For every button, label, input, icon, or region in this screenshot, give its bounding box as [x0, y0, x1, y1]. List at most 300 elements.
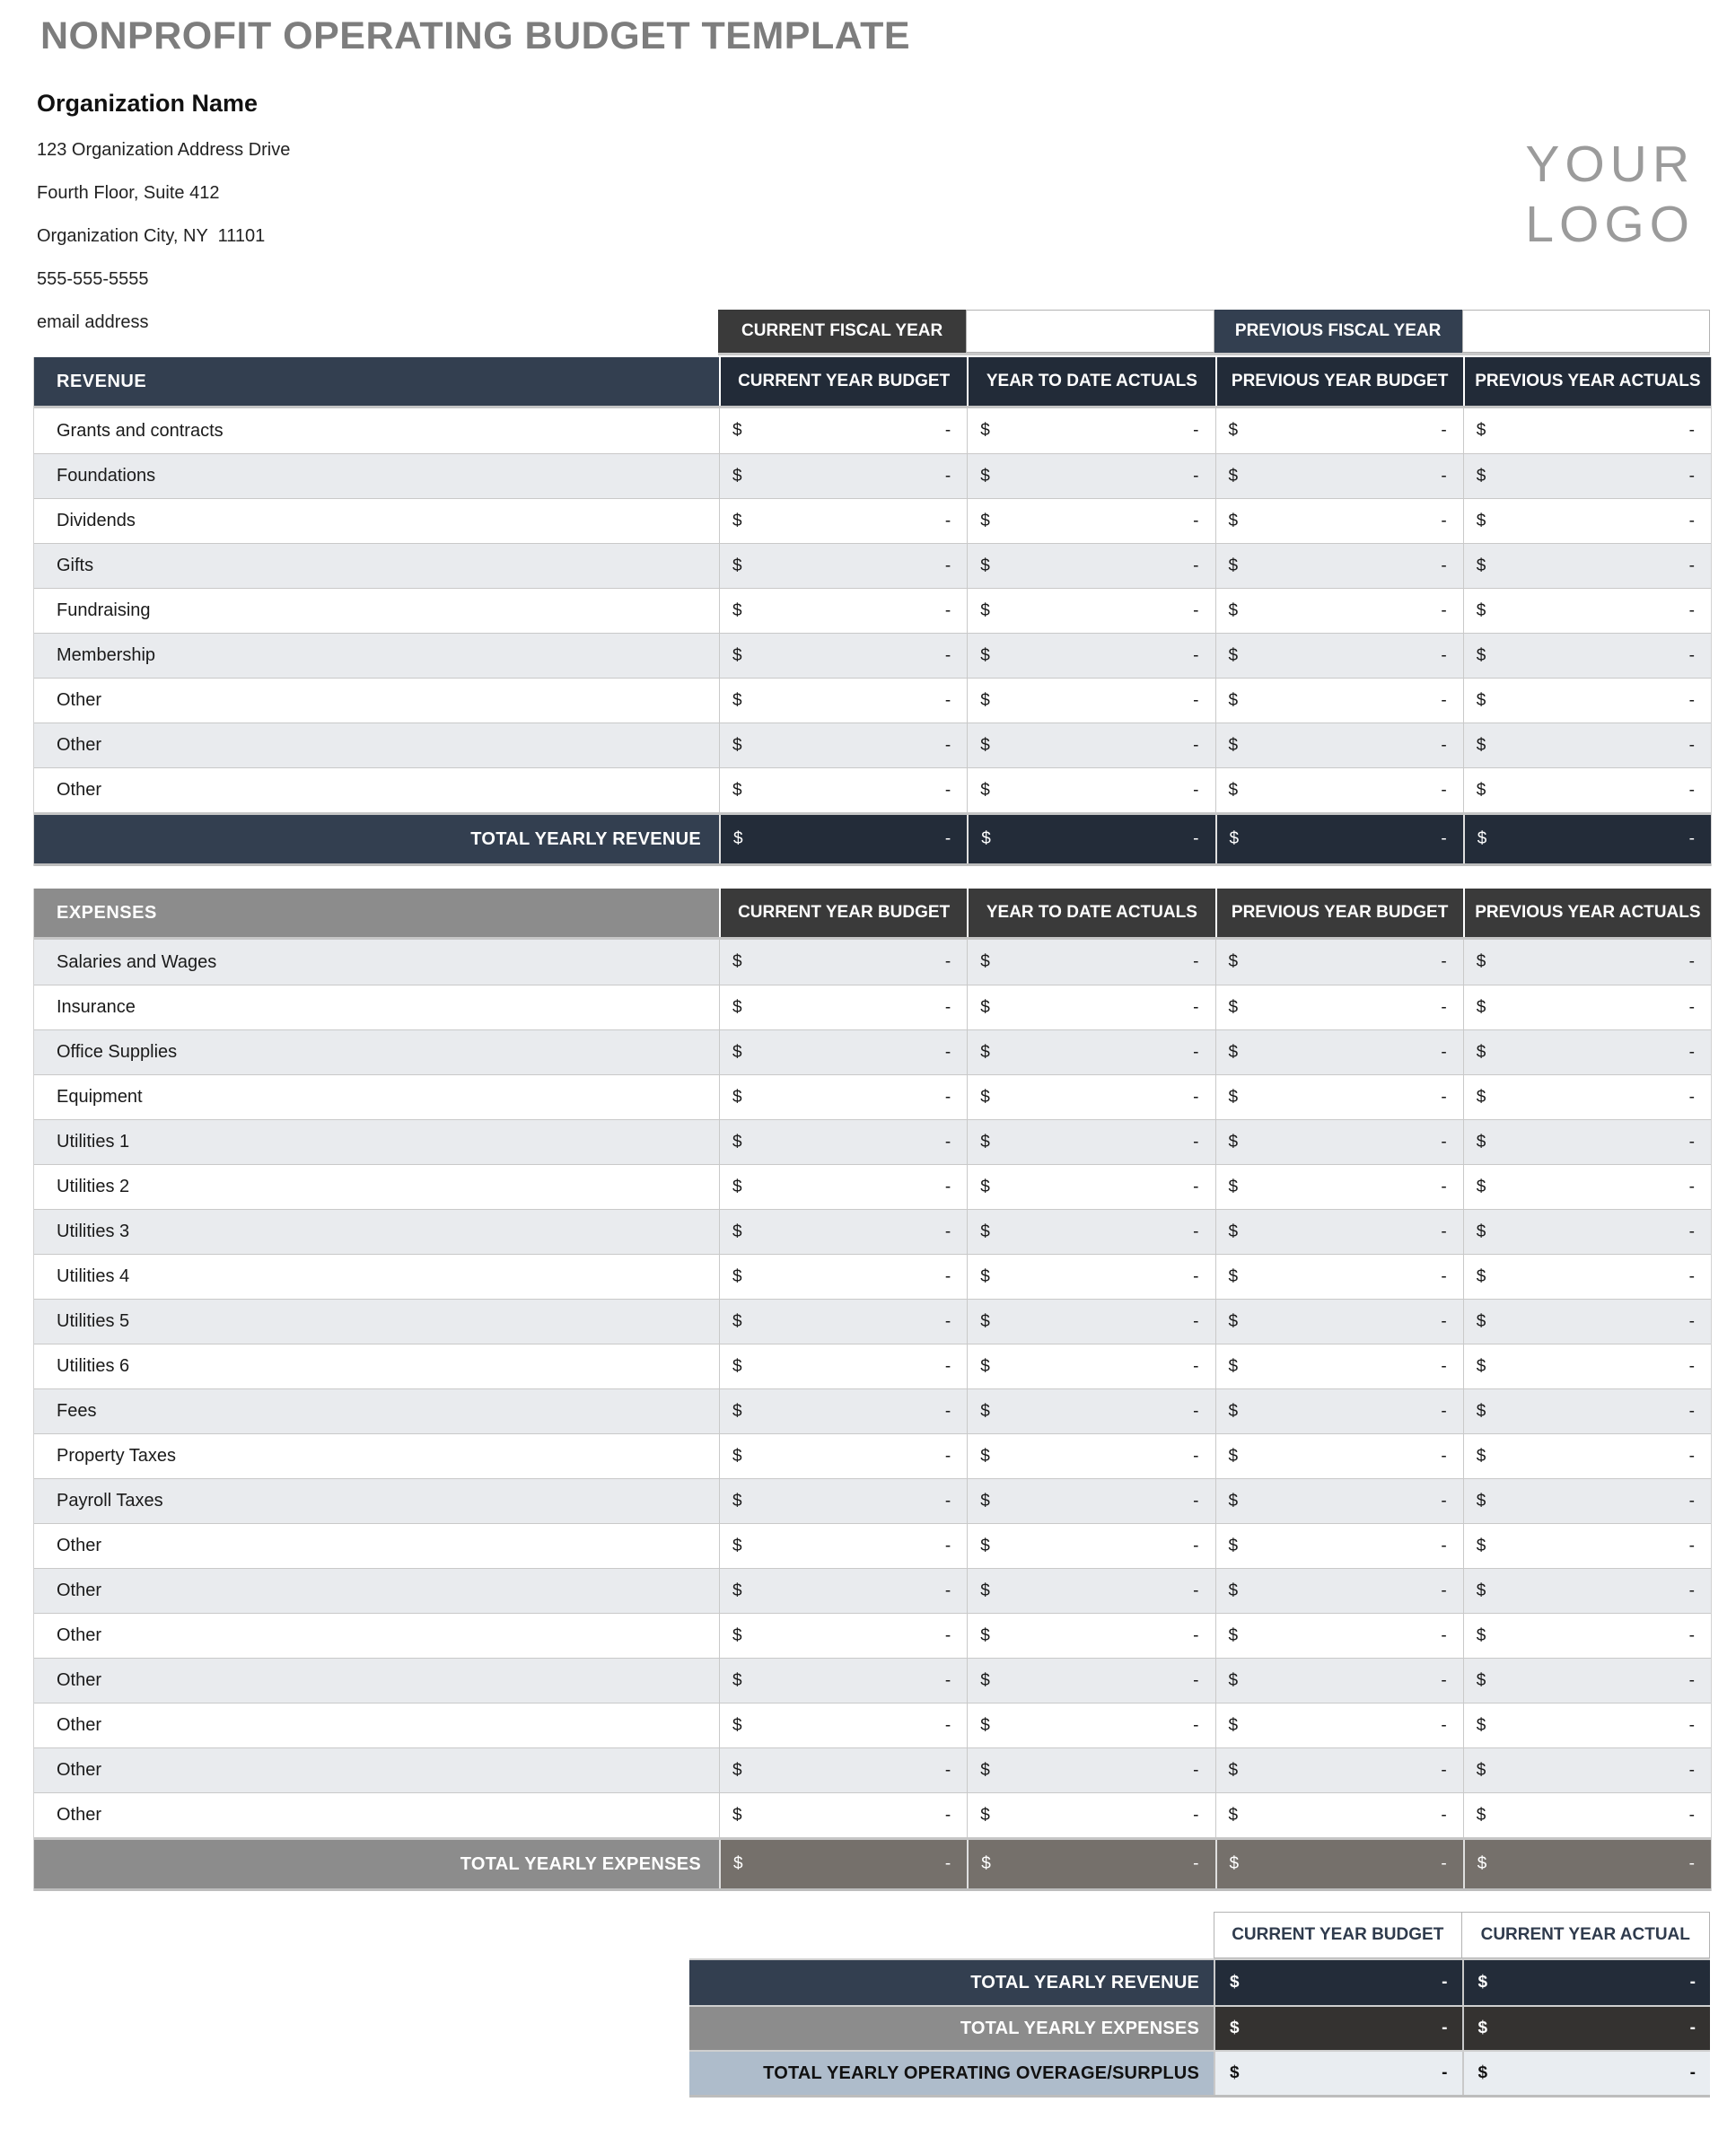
- amount-cell[interactable]: [1463, 1793, 1711, 1837]
- amount-value: -: [944, 1491, 951, 1511]
- amount-cell[interactable]: [1215, 1479, 1463, 1523]
- currency-symbol: $: [980, 1491, 990, 1511]
- amount-cell[interactable]: [967, 1344, 1214, 1388]
- amount-value: -: [1193, 952, 1199, 971]
- amount-cell[interactable]: [967, 1030, 1214, 1074]
- currency-symbol: $: [980, 997, 990, 1017]
- amount-cell[interactable]: [719, 589, 967, 633]
- currency-symbol: $: [1228, 1805, 1239, 1825]
- amount-value: -: [1688, 997, 1695, 1017]
- amount-value: -: [1193, 1625, 1199, 1645]
- amount-cell[interactable]: [1463, 1524, 1711, 1568]
- amount-cell[interactable]: [719, 1210, 967, 1254]
- amount-cell[interactable]: [1463, 408, 1711, 453]
- amount-cell[interactable]: [719, 1614, 967, 1658]
- amount-value: -: [944, 1805, 951, 1825]
- currency-symbol: $: [733, 829, 743, 848]
- amount-cell[interactable]: [719, 1300, 967, 1344]
- amount-value: -: [1441, 1042, 1447, 1062]
- expenses-total-label: TOTAL YEARLY EXPENSES: [34, 1840, 719, 1888]
- amount-cell[interactable]: [719, 1793, 967, 1837]
- row-label: Other: [57, 735, 102, 755]
- amount-value: -: [1688, 556, 1695, 575]
- amount-value: -: [1441, 1625, 1447, 1645]
- amount-cell[interactable]: [967, 1659, 1214, 1703]
- amount-cell[interactable]: [967, 1120, 1214, 1164]
- amount-cell[interactable]: [967, 1165, 1214, 1209]
- currency-symbol: $: [980, 735, 990, 755]
- currency-symbol: $: [1476, 1446, 1486, 1466]
- amount-cell[interactable]: [719, 940, 967, 985]
- row-label: Gifts: [57, 556, 94, 575]
- row-label: Fundraising: [57, 600, 151, 620]
- amount-cell[interactable]: [1215, 544, 1463, 588]
- amount-value: -: [944, 780, 951, 800]
- expense-row: [34, 1029, 1711, 1074]
- expense-row: [34, 1074, 1711, 1119]
- summary-overage-surplus-row: [689, 2050, 1710, 2095]
- amount-cell[interactable]: [719, 985, 967, 1029]
- amount-cell[interactable]: [967, 1255, 1214, 1299]
- amount-cell[interactable]: [967, 1389, 1214, 1433]
- amount-cell[interactable]: [1215, 1210, 1463, 1254]
- currency-symbol: $: [732, 1401, 742, 1421]
- column-header-previous-year-budget: PREVIOUS YEAR BUDGET: [1215, 357, 1463, 406]
- expenses-section-header: EXPENSES: [34, 889, 719, 937]
- amount-cell[interactable]: [719, 1389, 967, 1433]
- row-label: Other: [57, 1581, 102, 1600]
- expense-row: [34, 1658, 1711, 1703]
- currency-symbol: $: [1230, 2063, 1240, 2082]
- amount-cell[interactable]: [719, 454, 967, 498]
- amount-value: -: [1193, 1356, 1199, 1376]
- organization-address-line-3: Organization City, NY 11101: [37, 226, 266, 246]
- expense-row: [34, 940, 1711, 985]
- currency-symbol: $: [980, 1670, 990, 1690]
- amount-cell[interactable]: [719, 1344, 967, 1388]
- currency-symbol: $: [732, 1266, 742, 1286]
- amount-cell[interactable]: [719, 544, 967, 588]
- organization-address-line-1: 123 Organization Address Drive: [37, 140, 291, 160]
- row-label: Insurance: [57, 997, 136, 1017]
- amount-value: -: [1193, 421, 1199, 440]
- expense-row: [34, 1478, 1711, 1523]
- currency-symbol: $: [1229, 1854, 1240, 1873]
- amount-value: -: [1441, 511, 1447, 530]
- total-amount-cell: [719, 815, 967, 863]
- amount-value: -: [1688, 1854, 1695, 1873]
- summary-row-label: TOTAL YEARLY REVENUE: [689, 1960, 1214, 2005]
- summary-amount-cell: [1214, 2007, 1462, 2050]
- currency-symbol: $: [732, 600, 742, 620]
- amount-cell[interactable]: [1463, 499, 1711, 543]
- amount-cell[interactable]: [1215, 1030, 1463, 1074]
- amount-cell[interactable]: [967, 1300, 1214, 1344]
- amount-cell[interactable]: [719, 634, 967, 678]
- currency-symbol: $: [1476, 1087, 1486, 1107]
- amount-cell[interactable]: [1215, 634, 1463, 678]
- currency-symbol: $: [1476, 1132, 1486, 1152]
- currency-symbol: $: [1476, 1715, 1486, 1735]
- amount-cell[interactable]: [719, 1479, 967, 1523]
- amount-value: -: [944, 1625, 951, 1645]
- amount-cell[interactable]: [967, 1703, 1214, 1747]
- summary-amount-cell: [1214, 2052, 1462, 2095]
- currency-symbol: $: [732, 421, 742, 440]
- currency-symbol: $: [1228, 1536, 1239, 1555]
- column-header-previous-year-actuals: PREVIOUS YEAR ACTUALS: [1463, 357, 1711, 406]
- amount-cell[interactable]: [1463, 1300, 1711, 1344]
- amount-value: -: [944, 690, 951, 710]
- amount-cell[interactable]: [1463, 1120, 1711, 1164]
- amount-cell[interactable]: [1215, 1389, 1463, 1433]
- amount-value: -: [1688, 600, 1695, 620]
- amount-cell[interactable]: [1463, 1210, 1711, 1254]
- currency-symbol: $: [980, 1222, 990, 1241]
- column-header-previous-year-budget: PREVIOUS YEAR BUDGET: [1215, 889, 1463, 937]
- revenue-table: [33, 357, 1712, 866]
- amount-cell[interactable]: [1215, 1300, 1463, 1344]
- expense-row: [34, 1299, 1711, 1344]
- amount-value: -: [1193, 690, 1199, 710]
- amount-cell[interactable]: [1215, 1255, 1463, 1299]
- amount-value: -: [1688, 1266, 1695, 1286]
- amount-cell[interactable]: [967, 1075, 1214, 1119]
- row-label: Grants and contracts: [57, 420, 224, 441]
- amount-cell[interactable]: [1215, 1748, 1463, 1792]
- column-header-year-to-date-actuals: YEAR TO DATE ACTUALS: [967, 889, 1214, 937]
- amount-value: -: [1193, 829, 1199, 848]
- total-amount-cell: [1215, 1840, 1463, 1888]
- amount-value: -: [944, 1356, 951, 1376]
- amount-cell[interactable]: [1463, 1569, 1711, 1613]
- amount-cell[interactable]: [967, 634, 1214, 678]
- amount-cell[interactable]: [1463, 1165, 1711, 1209]
- currency-symbol: $: [980, 511, 990, 530]
- amount-cell[interactable]: [719, 499, 967, 543]
- currency-symbol: $: [980, 1087, 990, 1107]
- revenue-row: [34, 408, 1711, 453]
- amount-value: -: [944, 1760, 951, 1780]
- expenses-total-row: [34, 1837, 1711, 1891]
- amount-cell[interactable]: [1463, 1075, 1711, 1119]
- amount-cell[interactable]: [1215, 768, 1463, 812]
- amount-value: -: [944, 1087, 951, 1107]
- amount-cell[interactable]: [1215, 1614, 1463, 1658]
- amount-cell[interactable]: [1463, 1030, 1711, 1074]
- amount-value: -: [1193, 997, 1199, 1017]
- amount-cell[interactable]: [1215, 985, 1463, 1029]
- amount-cell[interactable]: [719, 1703, 967, 1747]
- amount-value: -: [1442, 2019, 1448, 2037]
- amount-value: -: [1193, 1222, 1199, 1241]
- amount-cell[interactable]: [967, 544, 1214, 588]
- amount-value: -: [1193, 511, 1199, 530]
- column-header-current-year-budget: CURRENT YEAR BUDGET: [719, 889, 967, 937]
- amount-cell[interactable]: [1463, 634, 1711, 678]
- amount-cell[interactable]: [967, 1569, 1214, 1613]
- currency-symbol: $: [1476, 556, 1486, 575]
- amount-cell[interactable]: [719, 679, 967, 723]
- amount-cell[interactable]: [1463, 1748, 1711, 1792]
- amount-cell[interactable]: [967, 679, 1214, 723]
- amount-cell[interactable]: [967, 1479, 1214, 1523]
- amount-value: -: [1689, 2019, 1696, 2037]
- currency-symbol: $: [732, 1581, 742, 1600]
- amount-cell[interactable]: [1463, 1479, 1711, 1523]
- amount-value: -: [1688, 1446, 1695, 1466]
- amount-value: -: [1193, 1491, 1199, 1511]
- logo-line-2: LOGO: [1525, 196, 1695, 253]
- currency-symbol: $: [732, 1356, 742, 1376]
- row-label: Other: [57, 1536, 102, 1555]
- currency-symbol: $: [1228, 1177, 1239, 1196]
- currency-symbol: $: [1477, 1973, 1488, 1992]
- amount-cell[interactable]: [1215, 1569, 1463, 1613]
- amount-cell[interactable]: [719, 1255, 967, 1299]
- organization-phone: 555-555-5555: [37, 269, 149, 289]
- summary-column-headers: [1214, 1912, 1710, 1958]
- amount-value: -: [1441, 1177, 1447, 1196]
- amount-value: -: [944, 1266, 951, 1286]
- amount-cell[interactable]: [719, 1075, 967, 1119]
- amount-cell[interactable]: [1463, 1344, 1711, 1388]
- current-fiscal-year-input[interactable]: [966, 310, 1214, 353]
- expense-row: [34, 1703, 1711, 1747]
- currency-symbol: $: [732, 780, 742, 800]
- amount-cell[interactable]: [1463, 985, 1711, 1029]
- amount-cell[interactable]: [1463, 1614, 1711, 1658]
- amount-cell[interactable]: [1215, 940, 1463, 985]
- row-label: Salaries and Wages: [57, 951, 217, 972]
- amount-cell[interactable]: [1215, 1165, 1463, 1209]
- amount-cell[interactable]: [719, 408, 967, 453]
- amount-cell[interactable]: [967, 985, 1214, 1029]
- amount-cell[interactable]: [719, 1748, 967, 1792]
- revenue-section-header: REVENUE: [34, 357, 719, 406]
- amount-value: -: [1193, 1266, 1199, 1286]
- row-label: Dividends: [57, 511, 136, 530]
- expense-row: [34, 1568, 1711, 1613]
- amount-cell[interactable]: [1463, 1434, 1711, 1478]
- amount-value: -: [1689, 2063, 1696, 2082]
- amount-cell[interactable]: [967, 408, 1214, 453]
- summary-row-label: TOTAL YEARLY EXPENSES: [689, 2007, 1214, 2050]
- currency-symbol: $: [1476, 1581, 1486, 1600]
- amount-cell[interactable]: [719, 768, 967, 812]
- amount-cell[interactable]: [719, 723, 967, 767]
- amount-cell[interactable]: [1215, 1434, 1463, 1478]
- amount-value: -: [1193, 600, 1199, 620]
- amount-value: -: [1441, 1715, 1447, 1735]
- currency-symbol: $: [981, 1854, 991, 1873]
- amount-cell[interactable]: [1215, 1344, 1463, 1388]
- current-fiscal-year-label: CURRENT FISCAL YEAR: [718, 310, 966, 353]
- fiscal-year-strip: [718, 310, 1710, 355]
- amount-value: -: [1441, 735, 1447, 755]
- amount-cell[interactable]: [967, 499, 1214, 543]
- total-amount-cell: [1463, 815, 1711, 863]
- amount-cell[interactable]: [967, 940, 1214, 985]
- amount-cell[interactable]: [967, 1748, 1214, 1792]
- previous-fiscal-year-label: PREVIOUS FISCAL YEAR: [1214, 310, 1462, 353]
- amount-value: -: [944, 556, 951, 575]
- amount-cell[interactable]: [1215, 1659, 1463, 1703]
- amount-cell[interactable]: [1215, 1524, 1463, 1568]
- currency-symbol: $: [1476, 1401, 1486, 1421]
- amount-value: -: [944, 1446, 951, 1466]
- amount-value: -: [1688, 1087, 1695, 1107]
- amount-value: -: [1441, 1491, 1447, 1511]
- currency-symbol: $: [1228, 1670, 1239, 1690]
- amount-value: -: [1688, 690, 1695, 710]
- amount-cell[interactable]: [719, 1434, 967, 1478]
- previous-fiscal-year-input[interactable]: [1462, 310, 1710, 353]
- amount-cell[interactable]: [1463, 1255, 1711, 1299]
- row-label: Foundations: [57, 466, 156, 486]
- currency-symbol: $: [732, 556, 742, 575]
- amount-cell[interactable]: [1463, 1659, 1711, 1703]
- amount-cell[interactable]: [967, 1793, 1214, 1837]
- currency-symbol: $: [732, 1222, 742, 1241]
- amount-value: -: [1193, 1760, 1199, 1780]
- currency-symbol: $: [1228, 952, 1239, 971]
- currency-symbol: $: [1228, 1266, 1239, 1286]
- amount-value: -: [1689, 1973, 1696, 1992]
- row-label: Property Taxes: [57, 1446, 177, 1466]
- amount-cell[interactable]: [967, 723, 1214, 767]
- amount-cell[interactable]: [1463, 454, 1711, 498]
- row-label: Fees: [57, 1401, 97, 1421]
- amount-cell[interactable]: [1215, 1075, 1463, 1119]
- amount-value: -: [1688, 1222, 1695, 1241]
- amount-cell[interactable]: [719, 1659, 967, 1703]
- amount-cell[interactable]: [1463, 589, 1711, 633]
- amount-cell[interactable]: [967, 1524, 1214, 1568]
- amount-value: -: [1441, 645, 1447, 665]
- amount-value: -: [1688, 1311, 1695, 1331]
- amount-cell[interactable]: [1463, 940, 1711, 985]
- amount-value: -: [1441, 1087, 1447, 1107]
- page-title: NONPROFIT OPERATING BUDGET TEMPLATE: [40, 14, 911, 57]
- amount-value: -: [1441, 997, 1447, 1017]
- revenue-header-row: [34, 357, 1711, 408]
- currency-symbol: $: [1228, 1087, 1239, 1107]
- currency-symbol: $: [1230, 1973, 1240, 1992]
- amount-value: -: [1441, 952, 1447, 971]
- amount-cell[interactable]: [719, 1030, 967, 1074]
- amount-cell[interactable]: [967, 1210, 1214, 1254]
- amount-value: -: [1688, 1401, 1695, 1421]
- amount-cell[interactable]: [1215, 1120, 1463, 1164]
- expense-row: [34, 1523, 1711, 1568]
- amount-cell[interactable]: [967, 768, 1214, 812]
- amount-value: -: [1193, 780, 1199, 800]
- amount-value: -: [1688, 829, 1695, 848]
- amount-cell[interactable]: [719, 1524, 967, 1568]
- amount-cell[interactable]: [1463, 1389, 1711, 1433]
- amount-value: -: [1441, 1581, 1447, 1600]
- amount-value: -: [1688, 1177, 1695, 1196]
- amount-cell[interactable]: [1463, 1703, 1711, 1747]
- amount-value: -: [1193, 466, 1199, 486]
- amount-value: -: [1193, 1177, 1199, 1196]
- amount-cell[interactable]: [719, 1165, 967, 1209]
- expense-row: [34, 1164, 1711, 1209]
- amount-cell[interactable]: [1215, 723, 1463, 767]
- amount-value: -: [1441, 1536, 1447, 1555]
- amount-cell[interactable]: [1215, 1703, 1463, 1747]
- amount-cell[interactable]: [1463, 544, 1711, 588]
- amount-cell[interactable]: [967, 589, 1214, 633]
- amount-value: -: [944, 1311, 951, 1331]
- currency-symbol: $: [1228, 511, 1239, 530]
- amount-cell[interactable]: [967, 1434, 1214, 1478]
- amount-cell[interactable]: [967, 1614, 1214, 1658]
- currency-symbol: $: [1476, 600, 1486, 620]
- summary-expenses-row: [689, 2005, 1710, 2050]
- amount-cell[interactable]: [719, 1569, 967, 1613]
- currency-symbol: $: [732, 735, 742, 755]
- currency-symbol: $: [980, 421, 990, 440]
- expense-row: [34, 1792, 1711, 1837]
- column-header-year-to-date-actuals: YEAR TO DATE ACTUALS: [967, 357, 1214, 406]
- currency-symbol: $: [980, 556, 990, 575]
- amount-cell[interactable]: [1215, 589, 1463, 633]
- row-label: Utilities 4: [57, 1266, 130, 1286]
- revenue-row: [34, 723, 1711, 767]
- amount-value: -: [1193, 1401, 1199, 1421]
- organization-email: email address: [37, 312, 149, 332]
- currency-symbol: $: [1476, 511, 1486, 530]
- amount-cell[interactable]: [1215, 454, 1463, 498]
- amount-cell[interactable]: [1215, 679, 1463, 723]
- amount-value: -: [1688, 466, 1695, 486]
- amount-value: -: [1193, 1581, 1199, 1600]
- amount-cell[interactable]: [967, 454, 1214, 498]
- currency-symbol: $: [1228, 1715, 1239, 1735]
- logo-placeholder: [1525, 135, 1695, 255]
- amount-cell[interactable]: [1215, 1793, 1463, 1837]
- amount-cell[interactable]: [1463, 768, 1711, 812]
- currency-symbol: $: [980, 1805, 990, 1825]
- currency-symbol: $: [732, 645, 742, 665]
- amount-value: -: [1688, 1536, 1695, 1555]
- amount-cell[interactable]: [1215, 408, 1463, 453]
- amount-value: -: [1688, 421, 1695, 440]
- summary-amount-cell: [1214, 1960, 1462, 2005]
- amount-value: -: [1688, 1670, 1695, 1690]
- currency-symbol: $: [732, 511, 742, 530]
- amount-value: -: [944, 1670, 951, 1690]
- currency-symbol: $: [1476, 997, 1486, 1017]
- amount-value: -: [944, 1177, 951, 1196]
- amount-value: -: [1193, 1854, 1199, 1873]
- summary-column-header-budget: CURRENT YEAR BUDGET: [1214, 1912, 1462, 1958]
- row-label: Other: [57, 1625, 102, 1645]
- amount-cell[interactable]: [719, 1120, 967, 1164]
- currency-symbol: $: [1228, 1491, 1239, 1511]
- currency-symbol: $: [980, 1356, 990, 1376]
- amount-cell[interactable]: [1463, 679, 1711, 723]
- total-amount-cell: [967, 1840, 1214, 1888]
- amount-cell[interactable]: [1463, 723, 1711, 767]
- currency-symbol: $: [980, 1715, 990, 1735]
- amount-value: -: [944, 735, 951, 755]
- expense-row: [34, 1613, 1711, 1658]
- amount-cell[interactable]: [1215, 499, 1463, 543]
- currency-symbol: $: [980, 1132, 990, 1152]
